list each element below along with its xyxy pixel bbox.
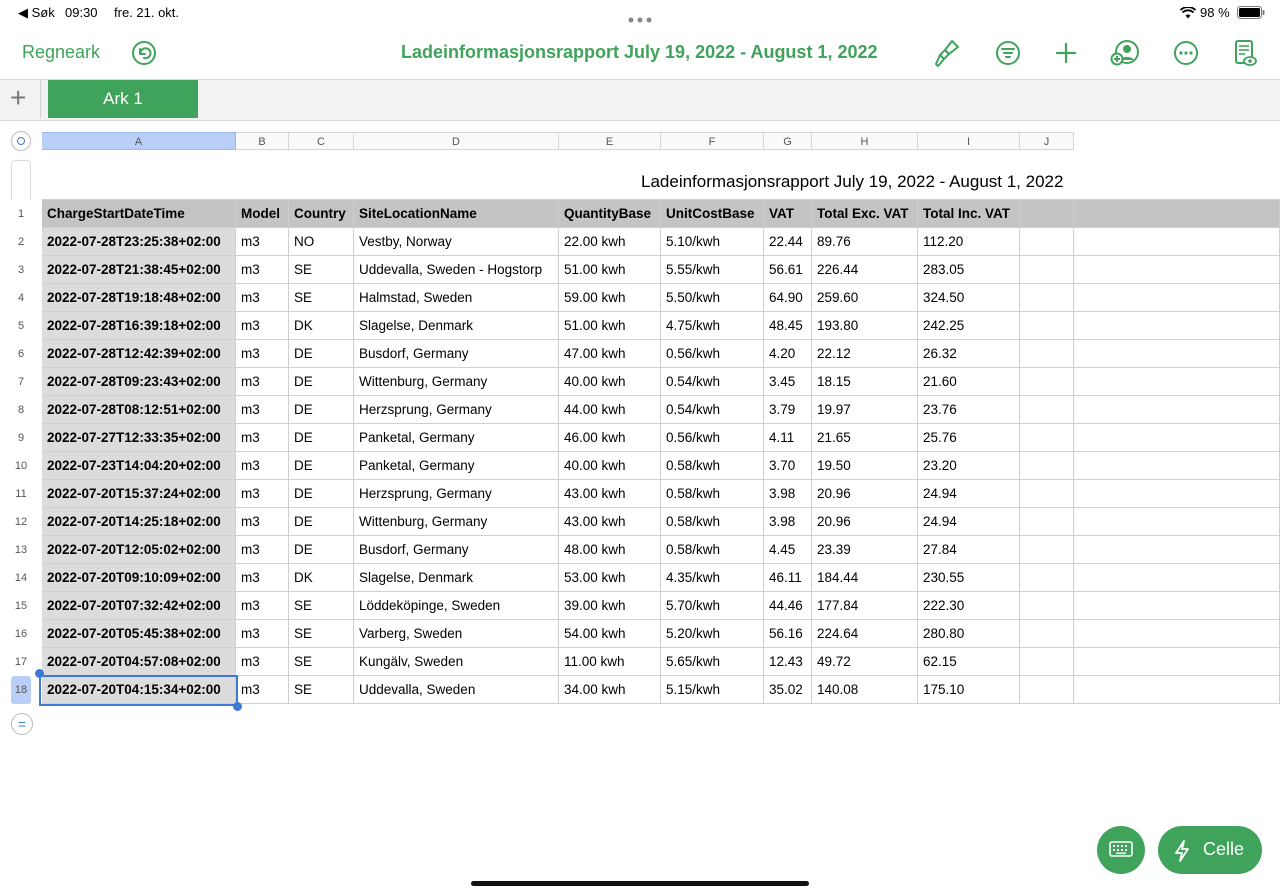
table-cell[interactable]: [1074, 340, 1280, 368]
table-cell[interactable]: [1074, 228, 1280, 256]
table-cell[interactable]: 12.43: [764, 648, 812, 676]
table-cell[interactable]: NO: [289, 228, 354, 256]
header-cell[interactable]: VAT: [764, 200, 812, 228]
table-cell[interactable]: 48.00 kwh: [559, 536, 661, 564]
table-cell[interactable]: 0.58/kwh: [661, 480, 764, 508]
row-header-14[interactable]: 14: [14, 572, 28, 584]
row-header-7[interactable]: 7: [17, 376, 25, 388]
header-cell[interactable]: Country: [289, 200, 354, 228]
table-cell[interactable]: 53.00 kwh: [559, 564, 661, 592]
table-cell[interactable]: [1020, 256, 1074, 284]
row-header-11[interactable]: 11: [15, 488, 27, 500]
table-cell[interactable]: 242.25: [918, 312, 1020, 340]
table-cell[interactable]: [1020, 368, 1074, 396]
table-cell[interactable]: 175.10: [918, 676, 1020, 704]
cell-selection-outline: [39, 675, 238, 706]
row-header-10[interactable]: 10: [14, 460, 28, 472]
table-cell[interactable]: 112.20: [918, 228, 1020, 256]
table-cell[interactable]: 5.70/kwh: [661, 592, 764, 620]
table-cell[interactable]: 2022-07-28T21:38:45+02:00: [42, 256, 236, 284]
table-cell[interactable]: 2022-07-27T12:33:35+02:00: [42, 424, 236, 452]
table-cell[interactable]: 54.00 kwh: [559, 620, 661, 648]
table-cell[interactable]: 280.80: [918, 620, 1020, 648]
selection-handle-bottom-right[interactable]: [233, 702, 242, 711]
header-cell[interactable]: SiteLocationName: [354, 200, 559, 228]
table-cell[interactable]: 20.96: [812, 508, 918, 536]
table-cell[interactable]: 40.00 kwh: [559, 452, 661, 480]
tab-divider: [40, 80, 41, 118]
add-row-button[interactable]: =: [11, 713, 33, 735]
status-back[interactable]: ◀ Søk: [18, 5, 55, 20]
table-cell[interactable]: [1020, 340, 1074, 368]
column-header-h[interactable]: H: [812, 132, 918, 150]
table-cell[interactable]: 5.65/kwh: [661, 648, 764, 676]
table-cell[interactable]: DK: [289, 564, 354, 592]
table-cell[interactable]: 2022-07-28T16:39:18+02:00: [42, 312, 236, 340]
table-cell[interactable]: 46.11: [764, 564, 812, 592]
table-cell[interactable]: [1074, 592, 1280, 620]
row-header-6[interactable]: 6: [17, 348, 25, 360]
table-cell[interactable]: 2022-07-20T14:25:18+02:00: [42, 508, 236, 536]
sheet-title: Ladeinformasjonsrapport July 19, 2022 - August 1, 2022: [641, 172, 1064, 191]
table-cell[interactable]: [1020, 284, 1074, 312]
table-cell[interactable]: 324.50: [918, 284, 1020, 312]
table-cell[interactable]: 0.56/kwh: [661, 340, 764, 368]
add-sheet-button[interactable]: +: [10, 82, 27, 113]
table-cell[interactable]: 19.97: [812, 396, 918, 424]
status-date: fre. 21. okt.: [114, 5, 180, 20]
table-cell[interactable]: [1074, 452, 1280, 480]
table-cell[interactable]: [1074, 508, 1280, 536]
table-cell[interactable]: 184.44: [812, 564, 918, 592]
table-cell[interactable]: m3: [236, 592, 289, 620]
table-cell[interactable]: SE: [289, 676, 354, 704]
home-indicator[interactable]: [471, 881, 809, 886]
table-select-handle[interactable]: [11, 131, 31, 151]
table-cell[interactable]: m3: [236, 340, 289, 368]
table-cell[interactable]: [1020, 312, 1074, 340]
table-cell[interactable]: Wittenburg, Germany: [354, 368, 559, 396]
table-cell[interactable]: DE: [289, 424, 354, 452]
multitasking-dots-icon[interactable]: [628, 10, 652, 28]
table-cell[interactable]: 2022-07-20T07:32:42+02:00: [42, 592, 236, 620]
table-cell[interactable]: 226.44: [812, 256, 918, 284]
more-icon[interactable]: [1169, 36, 1203, 70]
column-header-b[interactable]: B: [236, 132, 289, 150]
table-cell[interactable]: Kungälv, Sweden: [354, 648, 559, 676]
header-cell[interactable]: QuantityBase: [559, 200, 661, 228]
table-cell[interactable]: 21.65: [812, 424, 918, 452]
table-cell[interactable]: [1074, 676, 1280, 704]
table-cell[interactable]: 193.80: [812, 312, 918, 340]
table-cell[interactable]: 26.32: [918, 340, 1020, 368]
table-cell[interactable]: 0.54/kwh: [661, 368, 764, 396]
table-cell[interactable]: 24.94: [918, 480, 1020, 508]
row-header-17[interactable]: 17: [14, 656, 28, 668]
table-cell[interactable]: 48.45: [764, 312, 812, 340]
table-cell[interactable]: Herzsprung, Germany: [354, 480, 559, 508]
header-cell[interactable]: Total Exc. VAT: [812, 200, 918, 228]
table-cell[interactable]: [1074, 368, 1280, 396]
row-header-4[interactable]: 4: [17, 292, 25, 304]
table-cell[interactable]: 0.58/kwh: [661, 508, 764, 536]
table-top-border: [42, 199, 1280, 200]
row-header-16[interactable]: 16: [14, 628, 28, 640]
column-header-e[interactable]: E: [559, 132, 661, 150]
row-header-9[interactable]: 9: [17, 432, 25, 444]
keyboard-button[interactable]: [1097, 826, 1145, 874]
row-header-15[interactable]: 15: [14, 600, 28, 612]
header-cell[interactable]: ChargeStartDateTime: [42, 200, 236, 228]
wifi-icon: [1180, 6, 1196, 24]
table-cell[interactable]: 62.15: [918, 648, 1020, 676]
table-cell[interactable]: 3.98: [764, 508, 812, 536]
table-cell[interactable]: [1074, 620, 1280, 648]
cell-format-button[interactable]: [1158, 826, 1262, 874]
table-cell[interactable]: m3: [236, 452, 289, 480]
table-cell[interactable]: 5.10/kwh: [661, 228, 764, 256]
row-header-12[interactable]: 12: [14, 516, 28, 528]
table-cell[interactable]: 40.00 kwh: [559, 368, 661, 396]
row-header-2[interactable]: 2: [17, 236, 25, 248]
table-cell[interactable]: Löddeköpinge, Sweden: [354, 592, 559, 620]
table-cell[interactable]: 259.60: [812, 284, 918, 312]
collaborate-icon[interactable]: [1108, 36, 1142, 70]
table-cell[interactable]: Uddevalla, Sweden - Hogstorp: [354, 256, 559, 284]
table-cell[interactable]: 4.11: [764, 424, 812, 452]
table-cell[interactable]: 0.54/kwh: [661, 396, 764, 424]
table-cell[interactable]: 43.00 kwh: [559, 508, 661, 536]
table-cell[interactable]: m3: [236, 228, 289, 256]
table-cell[interactable]: 51.00 kwh: [559, 312, 661, 340]
document-title[interactable]: Ladeinformasjonsrapport July 19, 2022 - August 1, 2022: [401, 42, 878, 62]
table-cell[interactable]: [1020, 480, 1074, 508]
header-cell[interactable]: UnitCostBase: [661, 200, 764, 228]
table-cell[interactable]: DE: [289, 368, 354, 396]
table-cell[interactable]: DE: [289, 340, 354, 368]
table-cell[interactable]: 2022-07-20T05:45:38+02:00: [42, 620, 236, 648]
table-cell[interactable]: m3: [236, 256, 289, 284]
column-header-f[interactable]: F: [661, 132, 764, 150]
header-cell[interactable]: Model: [236, 200, 289, 228]
table-cell[interactable]: 2022-07-28T19:18:48+02:00: [42, 284, 236, 312]
table-cell[interactable]: SE: [289, 284, 354, 312]
table-cell[interactable]: 23.20: [918, 452, 1020, 480]
table-cell[interactable]: 22.00 kwh: [559, 228, 661, 256]
table-cell[interactable]: 4.35/kwh: [661, 564, 764, 592]
row-header-5[interactable]: 5: [17, 320, 25, 332]
table-cell[interactable]: [1074, 648, 1280, 676]
table-cell[interactable]: 4.75/kwh: [661, 312, 764, 340]
lightning-icon: [1174, 840, 1190, 862]
table-cell[interactable]: 89.76: [812, 228, 918, 256]
table-cell[interactable]: [1074, 536, 1280, 564]
table-cell[interactable]: 3.98: [764, 480, 812, 508]
table-cell[interactable]: 222.30: [918, 592, 1020, 620]
column-header-d[interactable]: D: [354, 132, 559, 150]
table-cell[interactable]: 11.00 kwh: [559, 648, 661, 676]
battery-icon: [1237, 6, 1265, 24]
table-cell[interactable]: m3: [236, 480, 289, 508]
table-cell[interactable]: 27.84: [918, 536, 1020, 564]
table-cell[interactable]: 39.00 kwh: [559, 592, 661, 620]
table-cell[interactable]: 44.00 kwh: [559, 396, 661, 424]
table-cell[interactable]: 4.20: [764, 340, 812, 368]
table-cell[interactable]: [1020, 452, 1074, 480]
table-cell[interactable]: 2022-07-28T08:12:51+02:00: [42, 396, 236, 424]
table-cell[interactable]: 64.90: [764, 284, 812, 312]
column-header-j[interactable]: J: [1020, 132, 1074, 150]
table-cell[interactable]: 21.60: [918, 368, 1020, 396]
table-cell[interactable]: 2022-07-20T04:15:34+02:00: [42, 676, 236, 704]
table-cell[interactable]: 0.58/kwh: [661, 452, 764, 480]
reader-view-icon[interactable]: [1228, 36, 1262, 70]
column-header-c[interactable]: C: [289, 132, 354, 150]
keyboard-icon: [1109, 841, 1133, 859]
table-cell[interactable]: m3: [236, 676, 289, 704]
table-cell[interactable]: 56.16: [764, 620, 812, 648]
table-cell[interactable]: m3: [236, 396, 289, 424]
table-cell[interactable]: [1020, 508, 1074, 536]
table-cell[interactable]: 4.45: [764, 536, 812, 564]
table-cell[interactable]: DE: [289, 452, 354, 480]
table-cell[interactable]: [1074, 396, 1280, 424]
table-cell[interactable]: 47.00 kwh: [559, 340, 661, 368]
table-cell[interactable]: [1020, 228, 1074, 256]
table-cell[interactable]: 35.02: [764, 676, 812, 704]
table-cell[interactable]: 224.64: [812, 620, 918, 648]
table-cell[interactable]: 140.08: [812, 676, 918, 704]
row-header-1[interactable]: 1: [17, 208, 25, 220]
table-cell[interactable]: 22.12: [812, 340, 918, 368]
header-cell[interactable]: Total Inc. VAT: [918, 200, 1020, 228]
cell-format-label: Celle: [1203, 839, 1245, 859]
table-cell[interactable]: 34.00 kwh: [559, 676, 661, 704]
table-cell[interactable]: 2022-07-20T04:57:08+02:00: [42, 648, 236, 676]
table-cell[interactable]: 0.56/kwh: [661, 424, 764, 452]
table-cell[interactable]: 44.46: [764, 592, 812, 620]
table-cell[interactable]: m3: [236, 312, 289, 340]
table-cell[interactable]: 177.84: [812, 592, 918, 620]
table-cell[interactable]: DK: [289, 312, 354, 340]
table-cell[interactable]: Varberg, Sweden: [354, 620, 559, 648]
header-row-handle[interactable]: [11, 160, 31, 200]
table-cell[interactable]: [1074, 284, 1280, 312]
table-cell[interactable]: [1020, 396, 1074, 424]
table-cell[interactable]: m3: [236, 368, 289, 396]
row-header-8[interactable]: 8: [17, 404, 25, 416]
table-cell[interactable]: DE: [289, 480, 354, 508]
table-cell[interactable]: 230.55: [918, 564, 1020, 592]
table-cell[interactable]: 5.15/kwh: [661, 676, 764, 704]
table-cell[interactable]: 2022-07-28T23:25:38+02:00: [42, 228, 236, 256]
table-cell[interactable]: 23.76: [918, 396, 1020, 424]
table-cell[interactable]: m3: [236, 424, 289, 452]
table-cell[interactable]: 283.05: [918, 256, 1020, 284]
table-cell[interactable]: Panketal, Germany: [354, 424, 559, 452]
add-icon[interactable]: [1049, 36, 1083, 70]
table-cell[interactable]: 3.70: [764, 452, 812, 480]
table-cell[interactable]: 51.00 kwh: [559, 256, 661, 284]
organize-icon[interactable]: [991, 36, 1025, 70]
table-cell[interactable]: DE: [289, 536, 354, 564]
table-cell[interactable]: Halmstad, Sweden: [354, 284, 559, 312]
table-cell[interactable]: 22.44: [764, 228, 812, 256]
battery-percent: 98 %: [1200, 5, 1230, 20]
column-header-g[interactable]: G: [764, 132, 812, 150]
format-brush-icon[interactable]: [930, 36, 964, 70]
table-cell[interactable]: 19.50: [812, 452, 918, 480]
table-cell[interactable]: Slagelse, Denmark: [354, 312, 559, 340]
selection-handle-top-left[interactable]: [35, 669, 44, 678]
table-cell[interactable]: 25.76: [918, 424, 1020, 452]
table-cell[interactable]: m3: [236, 648, 289, 676]
table-cell[interactable]: [1020, 648, 1074, 676]
table-cell[interactable]: 5.55/kwh: [661, 256, 764, 284]
table-cell[interactable]: 5.20/kwh: [661, 620, 764, 648]
table-cell[interactable]: 2022-07-28T09:23:43+02:00: [42, 368, 236, 396]
table-cell[interactable]: [1020, 536, 1074, 564]
table-cell[interactable]: SE: [289, 620, 354, 648]
table-cell[interactable]: 20.96: [812, 480, 918, 508]
table-cell[interactable]: Panketal, Germany: [354, 452, 559, 480]
table-cell[interactable]: m3: [236, 284, 289, 312]
table-cell[interactable]: 2022-07-28T12:42:39+02:00: [42, 340, 236, 368]
table-cell[interactable]: SE: [289, 592, 354, 620]
column-header-a[interactable]: A: [42, 132, 236, 150]
table-cell[interactable]: SE: [289, 256, 354, 284]
table-cell[interactable]: [1020, 592, 1074, 620]
table-cell[interactable]: 2022-07-20T12:05:02+02:00: [42, 536, 236, 564]
row-header-3[interactable]: 3: [17, 264, 25, 276]
table-cell[interactable]: Herzsprung, Germany: [354, 396, 559, 424]
table-cell[interactable]: 3.79: [764, 396, 812, 424]
table-cell[interactable]: Busdorf, Germany: [354, 340, 559, 368]
table-cell[interactable]: Slagelse, Denmark: [354, 564, 559, 592]
row-header-18[interactable]: 18: [11, 676, 31, 704]
table-cell[interactable]: DE: [289, 396, 354, 424]
table-cell[interactable]: 18.15: [812, 368, 918, 396]
back-to-spreadsheets-button[interactable]: Regneark: [22, 42, 101, 62]
sheet-tab-ark-1[interactable]: Ark 1: [48, 80, 198, 118]
table-cell[interactable]: [1074, 312, 1280, 340]
table-cell[interactable]: 2022-07-23T14:04:20+02:00: [42, 452, 236, 480]
table-cell[interactable]: m3: [236, 620, 289, 648]
column-header-i[interactable]: I: [918, 132, 1020, 150]
table-cell[interactable]: [1074, 424, 1280, 452]
table-cell[interactable]: [1074, 480, 1280, 508]
table-cell[interactable]: 2022-07-20T15:37:24+02:00: [42, 480, 236, 508]
table-cell[interactable]: [1020, 676, 1074, 704]
header-cell[interactable]: [1020, 200, 1074, 228]
row-header-13[interactable]: 13: [14, 544, 28, 556]
table-cell[interactable]: 59.00 kwh: [559, 284, 661, 312]
table-cell[interactable]: [1020, 564, 1074, 592]
table-cell[interactable]: 49.72: [812, 648, 918, 676]
table-cell[interactable]: m3: [236, 536, 289, 564]
table-cell[interactable]: 23.39: [812, 536, 918, 564]
undo-icon[interactable]: [127, 36, 161, 70]
table-cell[interactable]: 3.45: [764, 368, 812, 396]
table-cell[interactable]: [1020, 620, 1074, 648]
table-cell[interactable]: SE: [289, 648, 354, 676]
table-cell[interactable]: m3: [236, 508, 289, 536]
table-cell[interactable]: [1074, 564, 1280, 592]
table-cell[interactable]: m3: [236, 564, 289, 592]
status-time: 09:30: [65, 5, 98, 20]
table-cell[interactable]: DE: [289, 508, 354, 536]
header-cell[interactable]: [1074, 200, 1280, 228]
table-cell[interactable]: 56.61: [764, 256, 812, 284]
table-cell[interactable]: 46.00 kwh: [559, 424, 661, 452]
table-cell[interactable]: Uddevalla, Sweden: [354, 676, 559, 704]
table-cell[interactable]: 43.00 kwh: [559, 480, 661, 508]
table-cell[interactable]: [1074, 256, 1280, 284]
table-cell[interactable]: Vestby, Norway: [354, 228, 559, 256]
table-cell[interactable]: 24.94: [918, 508, 1020, 536]
table-cell[interactable]: 0.58/kwh: [661, 536, 764, 564]
table-cell[interactable]: 5.50/kwh: [661, 284, 764, 312]
table-cell[interactable]: 2022-07-20T09:10:09+02:00: [42, 564, 236, 592]
table-cell[interactable]: [1020, 424, 1074, 452]
table-cell[interactable]: Busdorf, Germany: [354, 536, 559, 564]
table-cell[interactable]: Wittenburg, Germany: [354, 508, 559, 536]
